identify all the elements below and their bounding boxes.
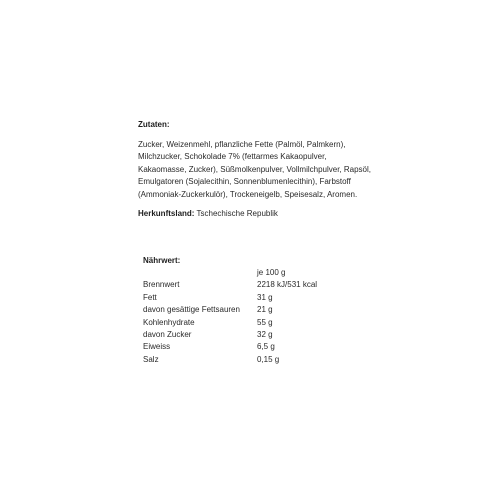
nutrition-heading: Nährwert: [143,256,181,265]
nutrient-label: davon gesättige Fettsauren [143,305,240,315]
nutrient-label: Kohlenhydrate [143,317,195,327]
table-row [143,304,337,316]
origin-label: Herkunftsland: [138,209,195,219]
table-row [143,292,337,304]
origin-line [138,208,378,220]
origin-value: Tschechische Republik [196,209,278,219]
nutrition-header-row [143,267,337,279]
nutrient-value: 6,5 g [257,342,275,352]
nutrient-label: davon Zucker [143,330,192,340]
nutrient-value: 2218 kJ/531 kcal [257,280,318,290]
nutrition-section [143,255,337,366]
nutrition-table [143,267,337,366]
table-row [143,329,337,341]
nutrient-label: Salz [143,354,159,364]
nutrition-header-empty [143,267,257,279]
nutrient-value: 31 g [257,292,273,302]
ingredients-section [138,119,378,220]
table-row [143,279,337,291]
nutrient-value: 21 g [257,305,273,315]
table-row [143,341,337,353]
table-row [143,354,337,366]
nutrient-value: 0,15 g [257,354,280,364]
ingredients-text: Zucker, Weizenmehl, pflanzliche Fette (Palmöl, Palmkern), Milchzucker, Schokolade 7% (fettarmes Kakaopulver, Kakaomasse, Zucker), Süßmolkenpulver, Vollmilchpulver, Rapsöl, Emulgatoren (Sojalecithin, Sonnenblumenlecithin), Farbstoff (Ammoniak-Zuckerkulör), Trockeneigelb, Speisesalz, Aromen. [138,140,371,199]
nutrient-label: Eiweiss [143,342,171,352]
nutrition-column-header: je 100 g [257,268,286,277]
nutrient-value: 55 g [257,317,273,327]
nutrient-value: 32 g [257,330,273,340]
nutrient-label: Fett [143,292,157,302]
table-row [143,317,337,329]
ingredients-heading: Zutaten: [138,120,170,129]
nutrient-label: Brennwert [143,280,180,290]
